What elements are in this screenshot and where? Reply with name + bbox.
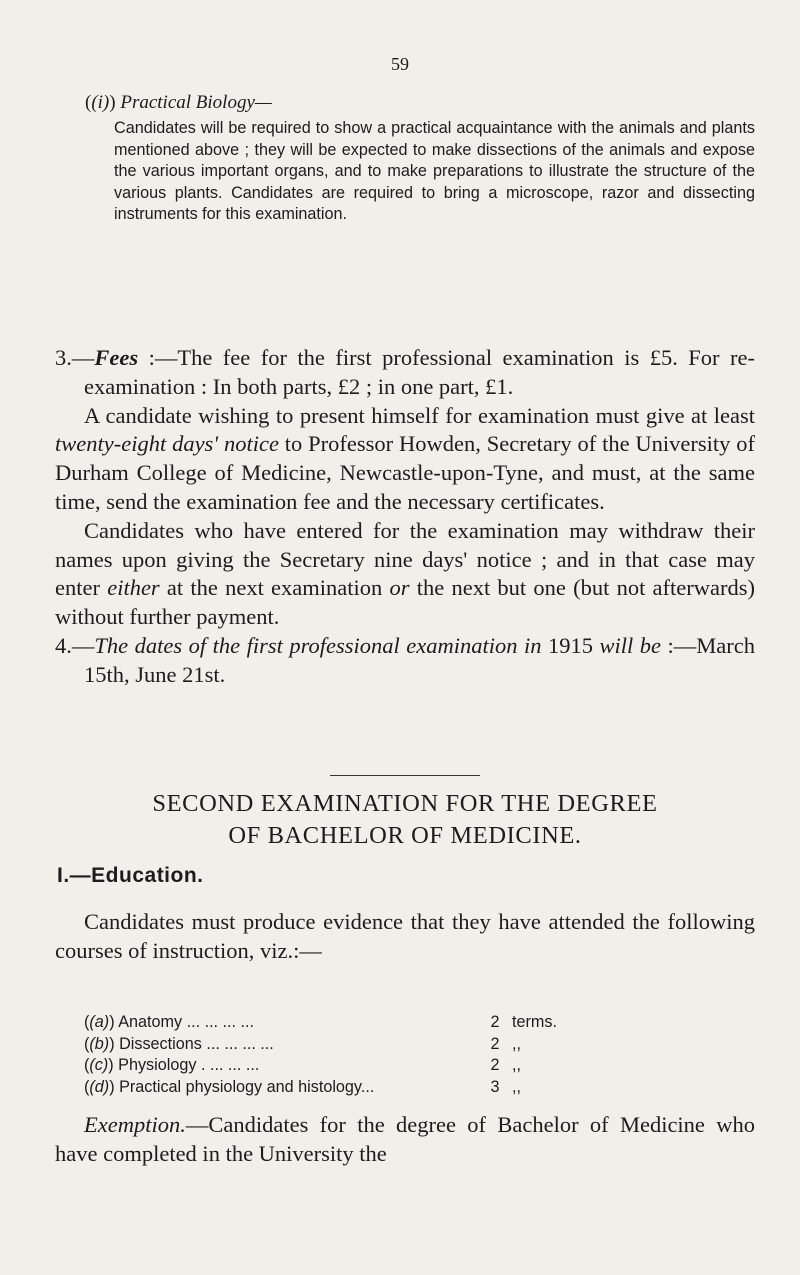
fees-heading: Fees — [94, 345, 139, 370]
section-heading: ((i)) Practical Biology— — [85, 92, 272, 113]
fees-paragraph — [55, 344, 755, 402]
section-title: Practical Biology— — [120, 92, 272, 113]
second-exam-title: SECOND EXAMINATION FOR THE DEGREE OF BACHELOR OF MEDICINE. — [152, 790, 658, 849]
section-label: (i) — [91, 92, 110, 113]
page-number: 59 — [391, 54, 409, 74]
education-heading: I.—Education. — [57, 864, 204, 887]
exemption-label: Exemption. — [84, 1112, 186, 1137]
section-fees — [55, 344, 755, 690]
course-row: ((a)) Anatomy ... ... ... ... 2 terms. — [84, 1013, 557, 1031]
section-practical-biology — [85, 92, 755, 226]
notice-emphasis: twenty-eight days' notice — [55, 431, 279, 457]
fees-number: 3.— — [55, 345, 95, 370]
exemption-paragraph: Exemption.—Candidates for the degree of Bachelor of Medicine who have completed in the University the — [55, 1112, 755, 1166]
course-row: ((d)) Practical physiology and histology... 3 ,, — [84, 1077, 521, 1096]
dates-number: 4.— — [55, 632, 95, 658]
notice-paragraph: A candidate wishing to present himself for examination must give at least twenty-eight days' notice to Professor Howden, Secretary of the University of Durham College of Medicine, Newcastle-upon-Tyne, and must, at the same time, send the examination fee and the necessary certificates. — [55, 402, 755, 514]
fees-text: :—The fee for the first professional examination is £5. For re-examination : In both parts, £2 ; in one part, £1. — [84, 345, 755, 399]
withdraw-paragraph: Candidates who have entered for the examination may withdraw their names upon giving the Secretary nine days' notice ; and in that case may enter either at the next examination or the next but one (but not afterwards) without further payment. — [55, 517, 755, 630]
course-row: ((c)) Physiology . ... ... ... 2 ,, — [84, 1056, 521, 1074]
course-row: ((b)) Dissections ... ... ... ... 2 ,, — [84, 1034, 521, 1053]
practical-biology-text: Candidates will be required to show a practical acquaintance with the animals and plants mentioned above ; they will be expected to make dissections of the animals and expose the various important organs, and to make preparations to illustrate the structure of the various plants. Candidates are required to bring a microscope, razor and dissecting instruments for this examination. — [114, 119, 755, 223]
course-list — [84, 1012, 644, 1098]
section-divider — [330, 775, 480, 776]
dates-paragraph: 4.—The dates of the first professional examination in 1915 will be :—March 15th, June 21st. — [55, 632, 755, 687]
education-intro: Candidates must produce evidence that they have attended the following courses of instruction, viz.:— — [55, 909, 755, 963]
